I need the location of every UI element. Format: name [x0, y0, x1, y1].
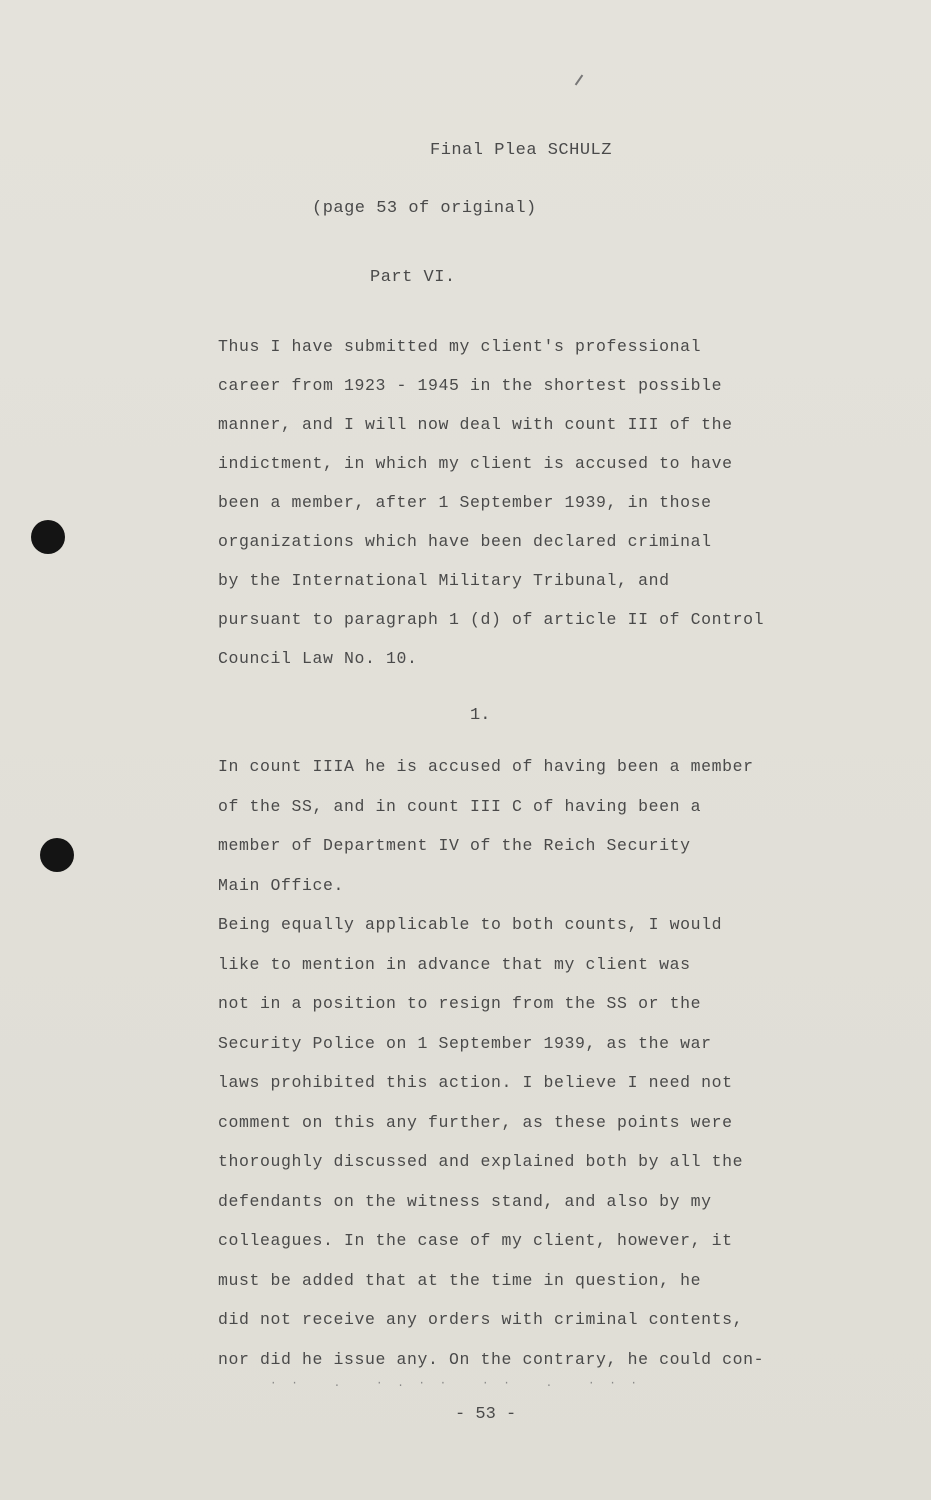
- document-subtitle: (page 53 of original): [312, 199, 537, 218]
- text-line: by the International Military Tribunal, and: [218, 571, 670, 590]
- text-line: career from 1923 - 1945 in the shortest possible: [218, 376, 723, 395]
- text-line: colleagues. In the case of my client, however, it: [218, 1231, 733, 1250]
- text-line: member of Department IV of the Reich Security: [218, 836, 691, 855]
- text-line: indictment, in which my client is accused to have: [218, 454, 733, 473]
- text-line: thoroughly discussed and explained both by all the: [218, 1152, 744, 1171]
- text-line: Security Police on 1 September 1939, as the war: [218, 1033, 712, 1053]
- text-line: Being equally applicable to both counts, I would: [218, 915, 723, 934]
- text-line: must be added that at the time in question, he: [218, 1270, 702, 1290]
- text-line: like to mention in advance that my client was: [218, 954, 691, 974]
- part-heading: Part VI.: [370, 268, 456, 287]
- text-line: defendants on the witness stand, and also by my: [218, 1191, 712, 1211]
- text-line: comment on this any further, as these points were: [218, 1112, 733, 1132]
- text-line: not in a position to resign from the SS or the: [218, 994, 702, 1013]
- text-line: manner, and I will now deal with count III of the: [218, 415, 733, 434]
- text-line: Council Law No. 10.: [218, 649, 418, 668]
- document-title: Final Plea SCHULZ: [430, 141, 612, 160]
- punch-hole: [40, 838, 74, 872]
- page-number: - 53 -: [455, 1405, 517, 1424]
- text-line: organizations which have been declared criminal: [218, 532, 712, 551]
- text-line: In count IIIA he is accused of having been a member: [218, 757, 754, 776]
- paragraph-2: [218, 756, 858, 1388]
- text-line: nor did he issue any. On the contrary, he could con-: [218, 1349, 765, 1369]
- text-line: pursuant to paragraph 1 (d) of article II of Control: [218, 610, 765, 629]
- punch-hole: [31, 520, 65, 554]
- text-line: Thus I have submitted my client's professional: [218, 337, 702, 356]
- text-line: did not receive any orders with criminal contents,: [218, 1310, 744, 1329]
- ink-smudge: · · . · . · · · · . · · ·: [270, 1378, 642, 1390]
- pencil-mark: [575, 75, 584, 86]
- text-line: Main Office.: [218, 875, 345, 895]
- paragraph-1: [218, 336, 858, 687]
- section-number: 1.: [470, 706, 491, 725]
- text-line: been a member, after 1 September 1939, in those: [218, 493, 712, 512]
- text-line: laws prohibited this action. I believe I need not: [218, 1073, 733, 1092]
- text-line: of the SS, and in count III C of having been a: [218, 796, 702, 816]
